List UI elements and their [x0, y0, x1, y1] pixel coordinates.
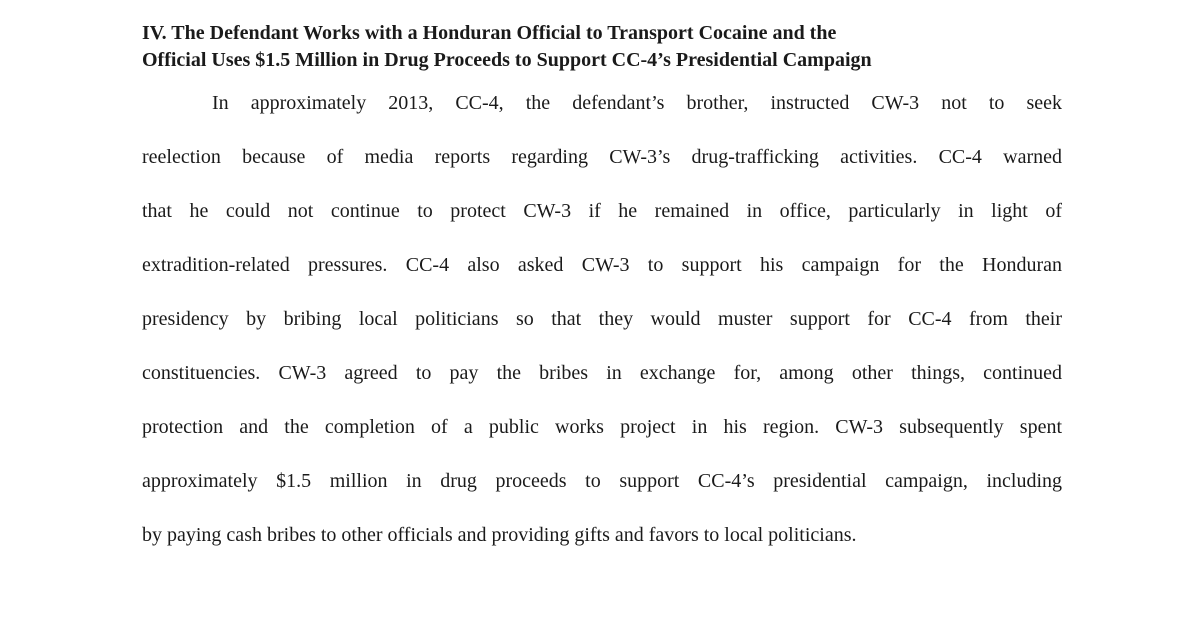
paragraph-line: that he could not continue to protect CW-3 if he remained in office, particularly in light of	[142, 201, 1062, 222]
paragraph-line: by paying cash bribes to other officials and providing gifts and favors to local politicians.	[142, 525, 857, 546]
paragraph-line: reelection because of media reports regarding CW-3’s drug-trafficking activities. CC-4 warned	[142, 147, 1062, 168]
document-page	[142, 20, 1062, 579]
paragraph-line: presidency by bribing local politicians so that they would muster support for CC-4 from their	[142, 309, 1062, 330]
paragraph-line: constituencies. CW-3 agreed to pay the bribes in exchange for, among other things, continued	[142, 363, 1062, 384]
paragraph-line: extradition-related pressures. CC-4 also asked CW-3 to support his campaign for the Honduran	[142, 255, 1062, 276]
section-heading-line-1: IV. The Defendant Works with a Honduran Official to Transport Cocaine and the	[142, 22, 837, 44]
paragraph-line: approximately $1.5 million in drug proceeds to support CC-4’s presidential campaign, including	[142, 471, 1062, 492]
paragraph-line: protection and the completion of a public works project in his region. CW-3 subsequently spent	[142, 417, 1062, 438]
body-paragraph	[142, 93, 1062, 579]
paragraph-line: In approximately 2013, CC-4, the defendant’s brother, instructed CW-3 not to seek	[212, 93, 1062, 114]
section-heading	[142, 20, 1062, 74]
section-heading-line-2: Official Uses $1.5 Million in Drug Proceeds to Support CC-4’s Presidential Campaign	[142, 49, 872, 71]
